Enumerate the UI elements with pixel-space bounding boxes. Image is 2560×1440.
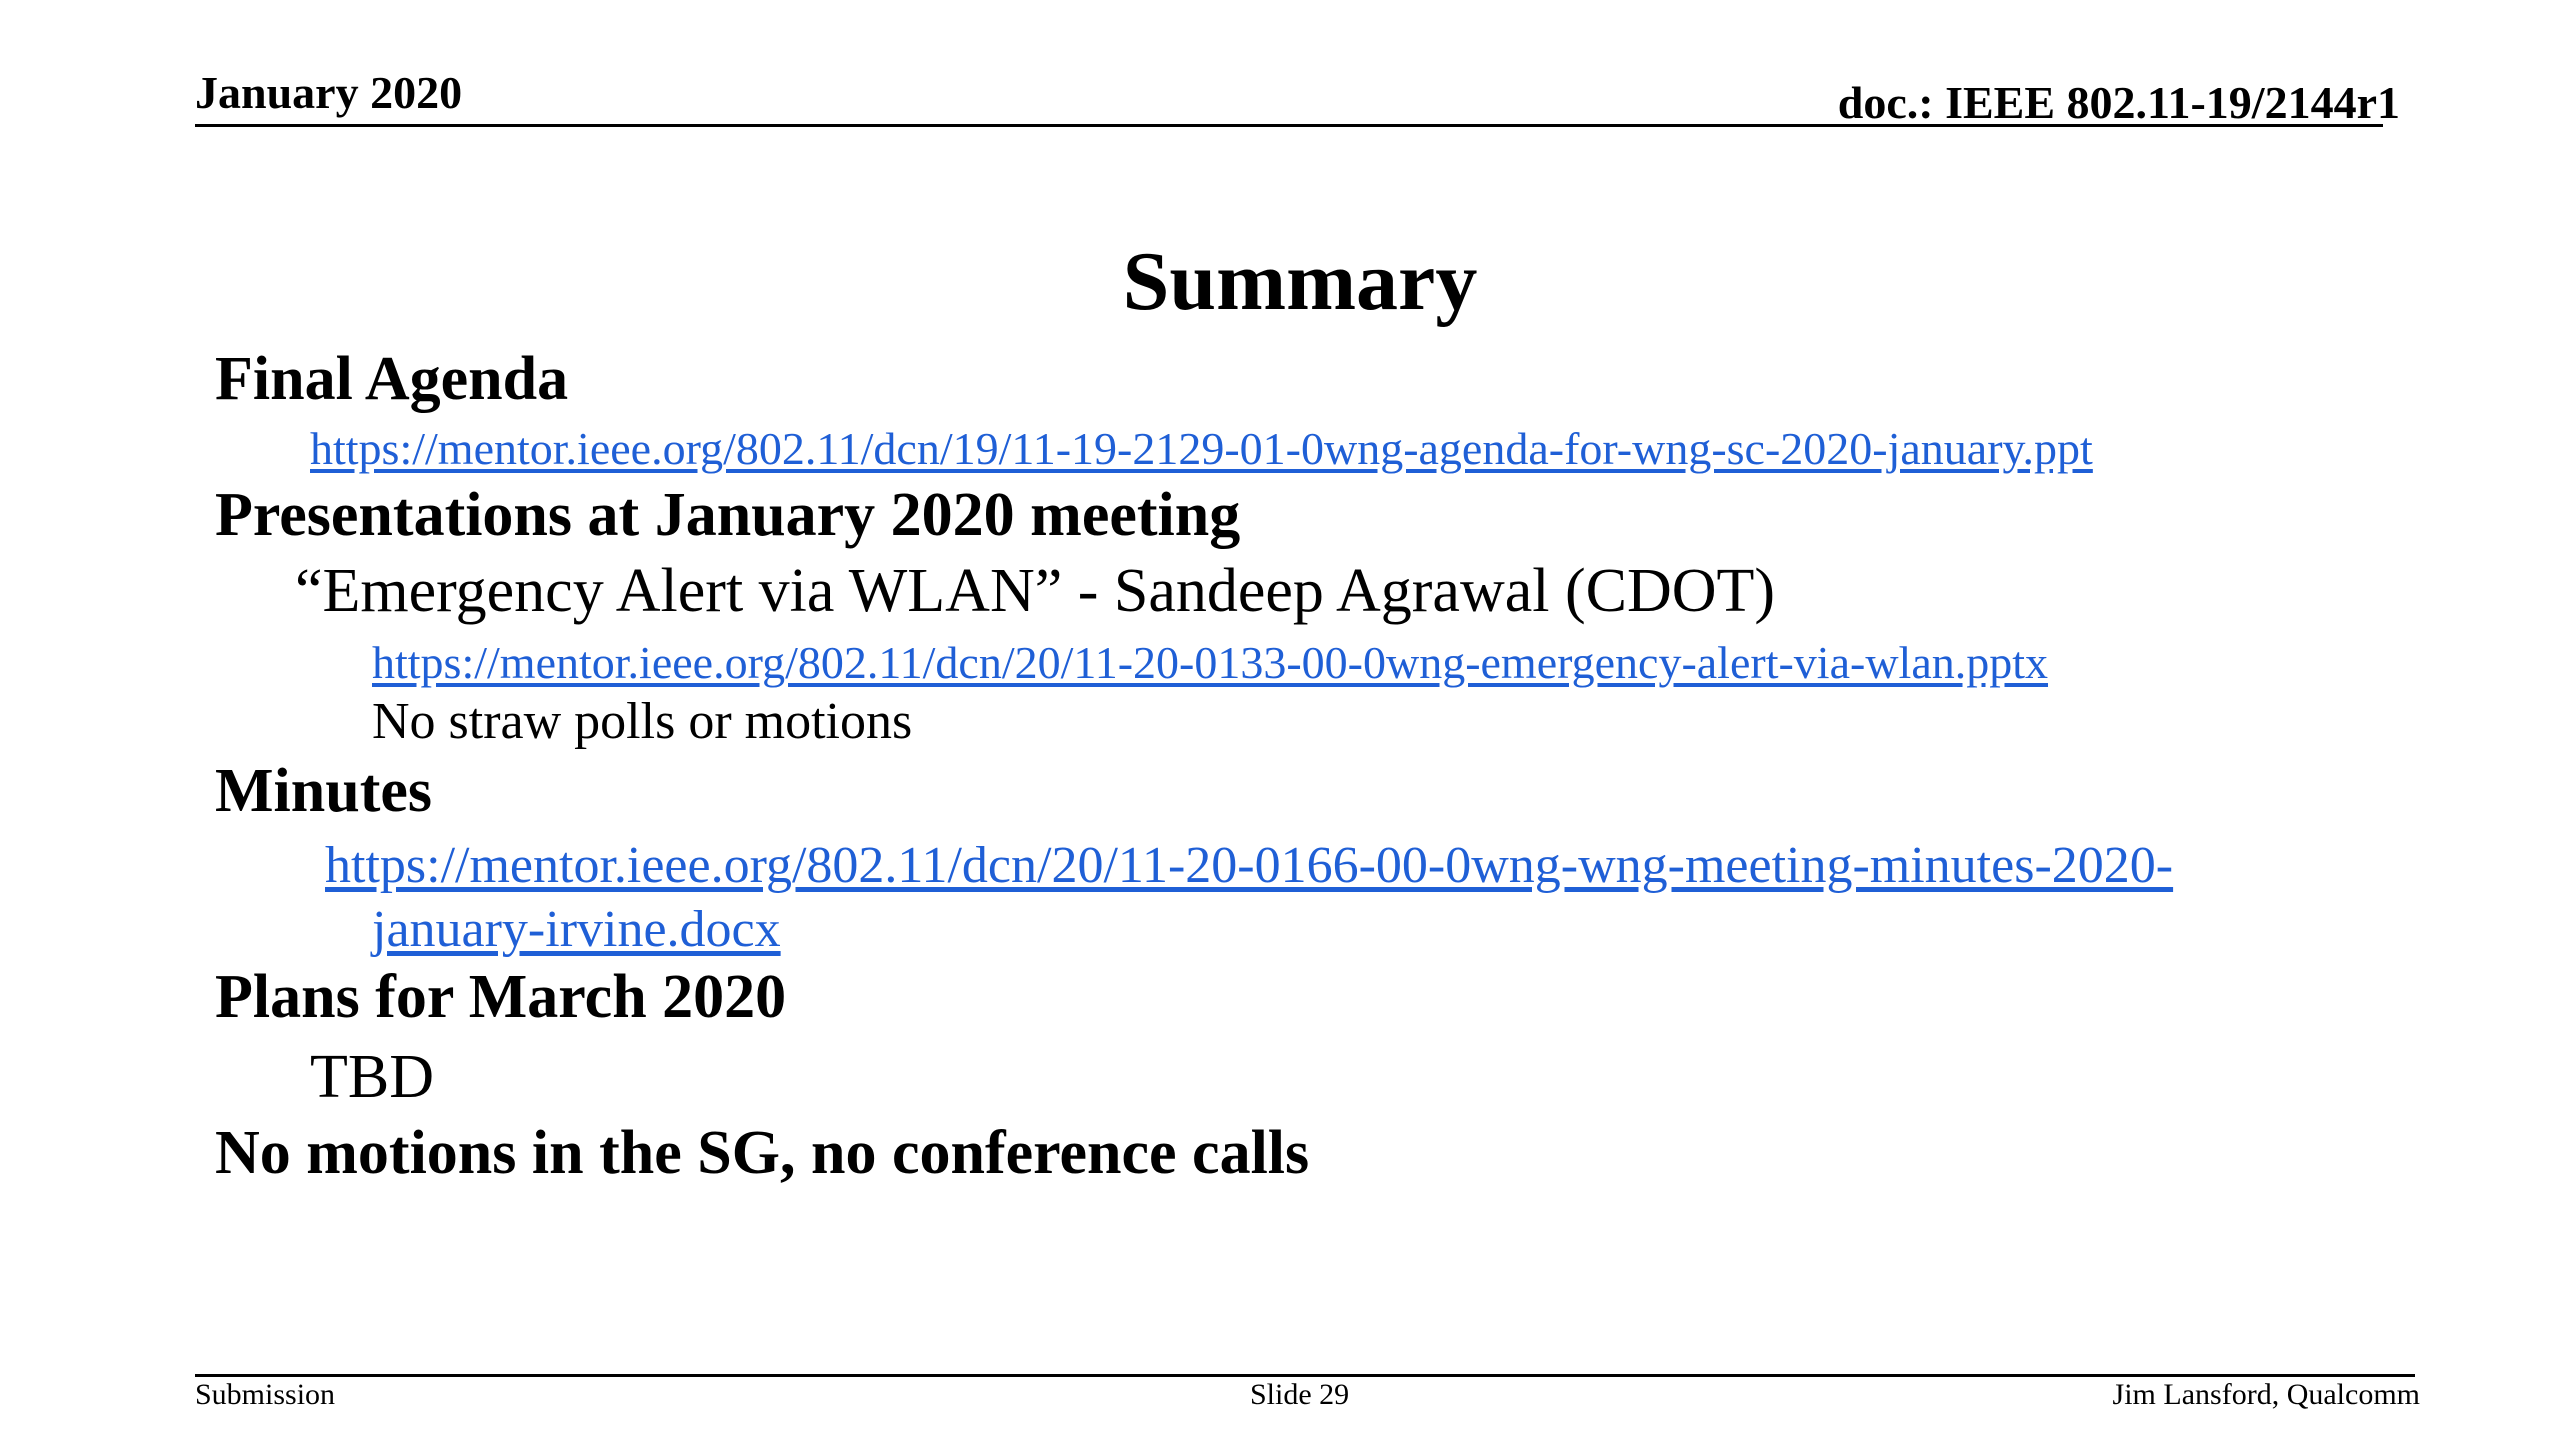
note-no-straw-polls: No straw polls or motions bbox=[372, 693, 913, 750]
footer-submission: Submission bbox=[195, 1378, 336, 1411]
heading-presentations: Presentations at January 2020 meeting bbox=[215, 481, 1241, 549]
link-minutes-line2[interactable]: january-irvine.docx bbox=[372, 901, 781, 958]
slide-title: Summary bbox=[1122, 235, 1478, 328]
header-doc-id: doc.: IEEE 802.11-19/2144r1 bbox=[1837, 77, 2400, 128]
presentation-title: “Emergency Alert via WLAN” - Sandeep Agrawal (CDOT) bbox=[295, 557, 1776, 625]
header-divider bbox=[195, 124, 2383, 127]
heading-no-motions: No motions in the SG, no conference calls bbox=[215, 1119, 1310, 1187]
footer-divider bbox=[195, 1374, 2415, 1377]
heading-final-agenda: Final Agenda bbox=[215, 345, 569, 413]
footer-author: Jim Lansford, Qualcomm bbox=[2112, 1378, 2420, 1411]
link-minutes-line1[interactable]: https://mentor.ieee.org/802.11/dcn/20/11-20-0166-00-0wng-wng-meeting-minutes-2020- bbox=[325, 837, 2174, 894]
plans-tbd: TBD bbox=[310, 1043, 434, 1111]
footer-slide-number: Slide 29 bbox=[1250, 1378, 1350, 1411]
link-final-agenda[interactable]: https://mentor.ieee.org/802.11/dcn/19/11-19-2129-01-0wng-agenda-for-wng-sc-2020-january.ppt bbox=[310, 423, 2093, 474]
heading-minutes: Minutes bbox=[215, 757, 432, 825]
link-emergency-alert[interactable]: https://mentor.ieee.org/802.11/dcn/20/11-20-0133-00-0wng-emergency-alert-via-wlan.pptx bbox=[372, 637, 2049, 688]
heading-plans-march: Plans for March 2020 bbox=[215, 963, 787, 1031]
header-date: January 2020 bbox=[195, 67, 463, 118]
